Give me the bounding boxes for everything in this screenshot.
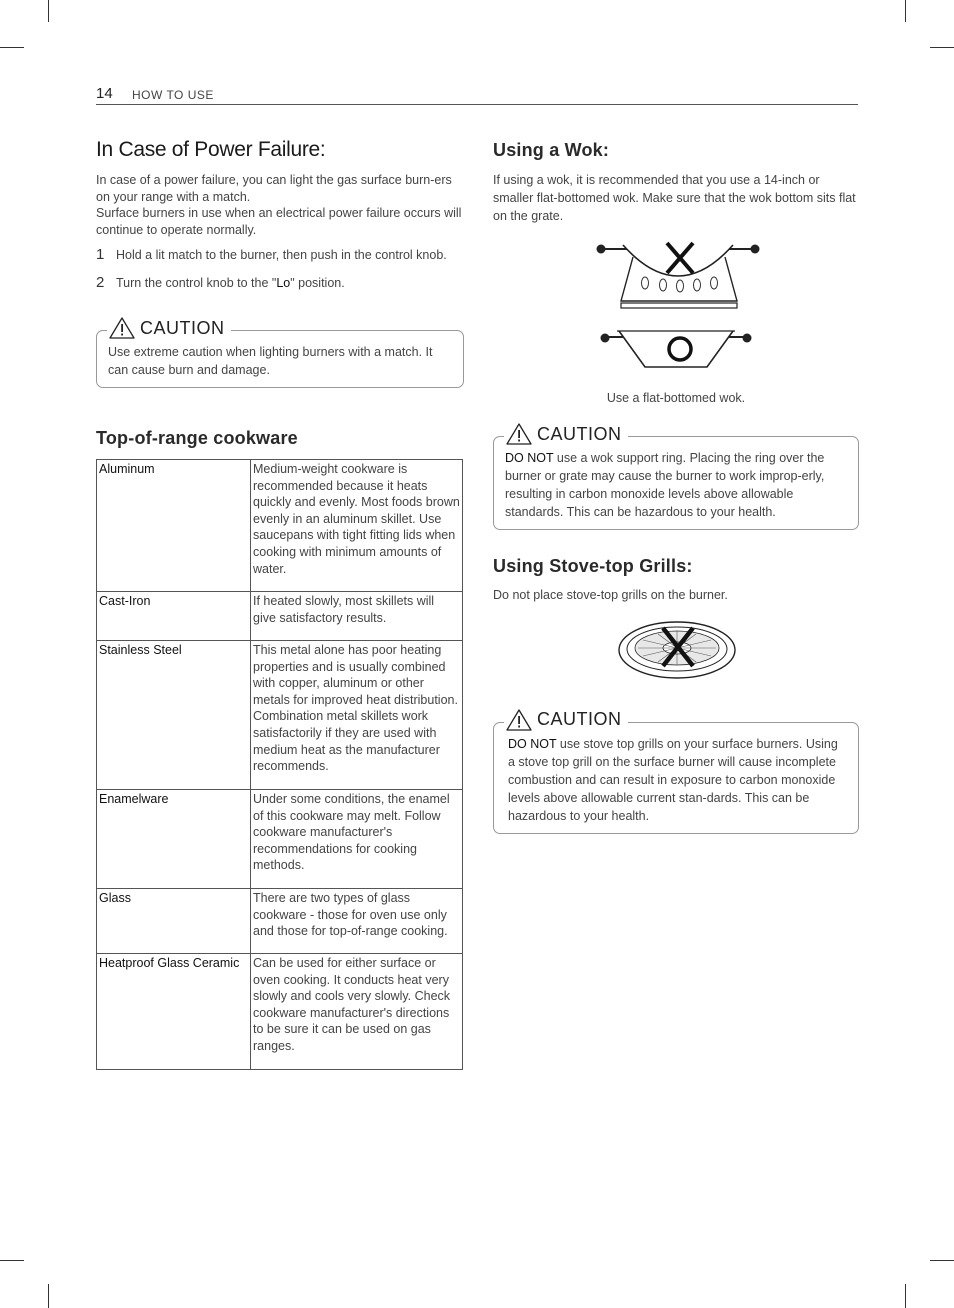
cookware-table — [96, 459, 463, 1070]
power-failure-steps — [96, 246, 464, 292]
crop-mark — [930, 47, 954, 48]
step-text-after: " position. — [290, 276, 345, 290]
material-cell: Enamelware — [97, 790, 251, 889]
do-not-label: DO NOT — [505, 451, 554, 465]
description-cell: There are two types of glass cookware - those for oven use only and those for top-of-range cooking. — [251, 889, 463, 954]
table-row — [97, 954, 463, 1070]
power-failure-intro: In case of a power failure, you can light the gas surface burn-ers on your range with a match. — [96, 173, 452, 204]
description-cell: Medium-weight cookware is recommended because it heats quickly and evenly. Most foods brown evenly in an aluminum skillet. Use saucepans with tight fitting lids when cooking with minimum amounts of water. — [251, 460, 463, 592]
wok-illustration — [493, 237, 859, 387]
grills-text: Do not place stove-top grills on the burner. — [493, 588, 728, 602]
wok-title: Using a Wok: — [493, 140, 610, 160]
material-cell: Aluminum — [97, 460, 251, 592]
crop-mark — [48, 1284, 49, 1308]
lo-setting: Lo — [276, 276, 291, 290]
table-row — [97, 641, 463, 790]
material-cell: Glass — [97, 889, 251, 954]
step-item — [96, 274, 464, 292]
do-not-label: DO NOT — [508, 736, 557, 751]
grills-title: Using Stove-top Grills: — [493, 556, 693, 576]
grill-illustration — [493, 616, 859, 686]
section-label: HOW TO USE — [132, 88, 214, 102]
wok-text: If using a wok, it is recommended that you use a 14-inch or smaller flat-bottomed wok. Make sure that the wok bottom sits flat on the grate. — [493, 173, 856, 223]
step-text-before: Turn the control knob to the " — [116, 276, 277, 290]
description-cell: Can be used for either surface or oven cooking. It conducts heat very slowly and cools very slowly. Check cookware manufacturer's directions to be sure it can be used on gas ranges. — [251, 954, 463, 1070]
caution-label: CAUTION — [537, 423, 622, 444]
material-cell: Heatproof Glass Ceramic — [97, 954, 251, 1070]
crop-mark — [905, 1284, 906, 1308]
table-row — [97, 592, 463, 641]
caution-box-grill — [493, 709, 859, 834]
table-row — [97, 790, 463, 889]
step-text — [116, 274, 345, 292]
step-number: 2 — [96, 274, 105, 291]
power-failure-title: In Case of Power Failure: — [96, 138, 326, 161]
caution-box-match — [96, 317, 464, 388]
caution-header — [107, 317, 231, 339]
step-number: 1 — [96, 246, 105, 263]
power-failure-intro-2: Surface burners in use when an electrical power failure occurs will continue to operate normally. — [96, 206, 462, 237]
description-cell: If heated slowly, most skillets will give satisfactory results. — [251, 592, 463, 641]
page-header — [96, 84, 858, 105]
crop-mark — [0, 47, 24, 48]
table-row — [97, 460, 463, 592]
crop-mark — [48, 0, 49, 22]
table-row — [97, 889, 463, 954]
caution-text: Use extreme caution when lighting burners with a match. It can cause burn and damage. — [108, 345, 433, 377]
step-item — [96, 246, 464, 264]
left-column — [96, 138, 464, 1070]
material-cell: Stainless Steel — [97, 641, 251, 790]
description-cell: This metal alone has poor heating properties and is usually combined with copper, aluminum or other metals for improved heat distribution. Combination metal skillets work satisfactorily if they are used with medium heat as the manufacturer recommends. — [251, 641, 463, 790]
warning-triangle-icon — [506, 423, 532, 445]
flat-bottom-wok-icon — [601, 331, 752, 367]
description-cell: Under some conditions, the enamel of this cookware may melt. Follow cookware manufacturer's recommendations for cooking methods. — [251, 790, 463, 889]
caution-text — [508, 735, 848, 825]
page-number: 14 — [96, 85, 113, 102]
warning-triangle-icon — [506, 709, 532, 731]
material-cell: Cast-Iron — [97, 592, 251, 641]
caution-text-body: use a wok support ring. Placing the ring over the burner or grate may cause the burner to work improp-erly, resulting in carbon monoxide levels above allowable standards. This can be hazardous to your health. — [505, 451, 825, 519]
caution-header — [504, 423, 628, 445]
caution-box-wok — [493, 423, 859, 530]
crop-mark — [905, 0, 906, 22]
step-text: Hold a lit match to the burner, then push in the control knob. — [116, 248, 447, 262]
wok-caption: Use a flat-bottomed wok. — [606, 391, 746, 405]
caution-label: CAUTION — [537, 709, 622, 729]
cookware-title: Top-of-range cookware — [96, 428, 298, 448]
crop-mark — [0, 1260, 24, 1261]
caution-text — [505, 449, 848, 521]
warning-triangle-icon — [109, 317, 135, 339]
caution-text-body: use stove top grills on your surface burners. Using a stove top grill on the surface burner will cause incomplete combustion and can result in exposure to carbon monoxide levels above allowable current stan-dards. This can be hazardous to your health. — [508, 736, 838, 823]
caution-header — [504, 709, 628, 731]
caution-label: CAUTION — [140, 317, 225, 338]
right-column — [493, 140, 859, 834]
crop-mark — [930, 1260, 954, 1261]
